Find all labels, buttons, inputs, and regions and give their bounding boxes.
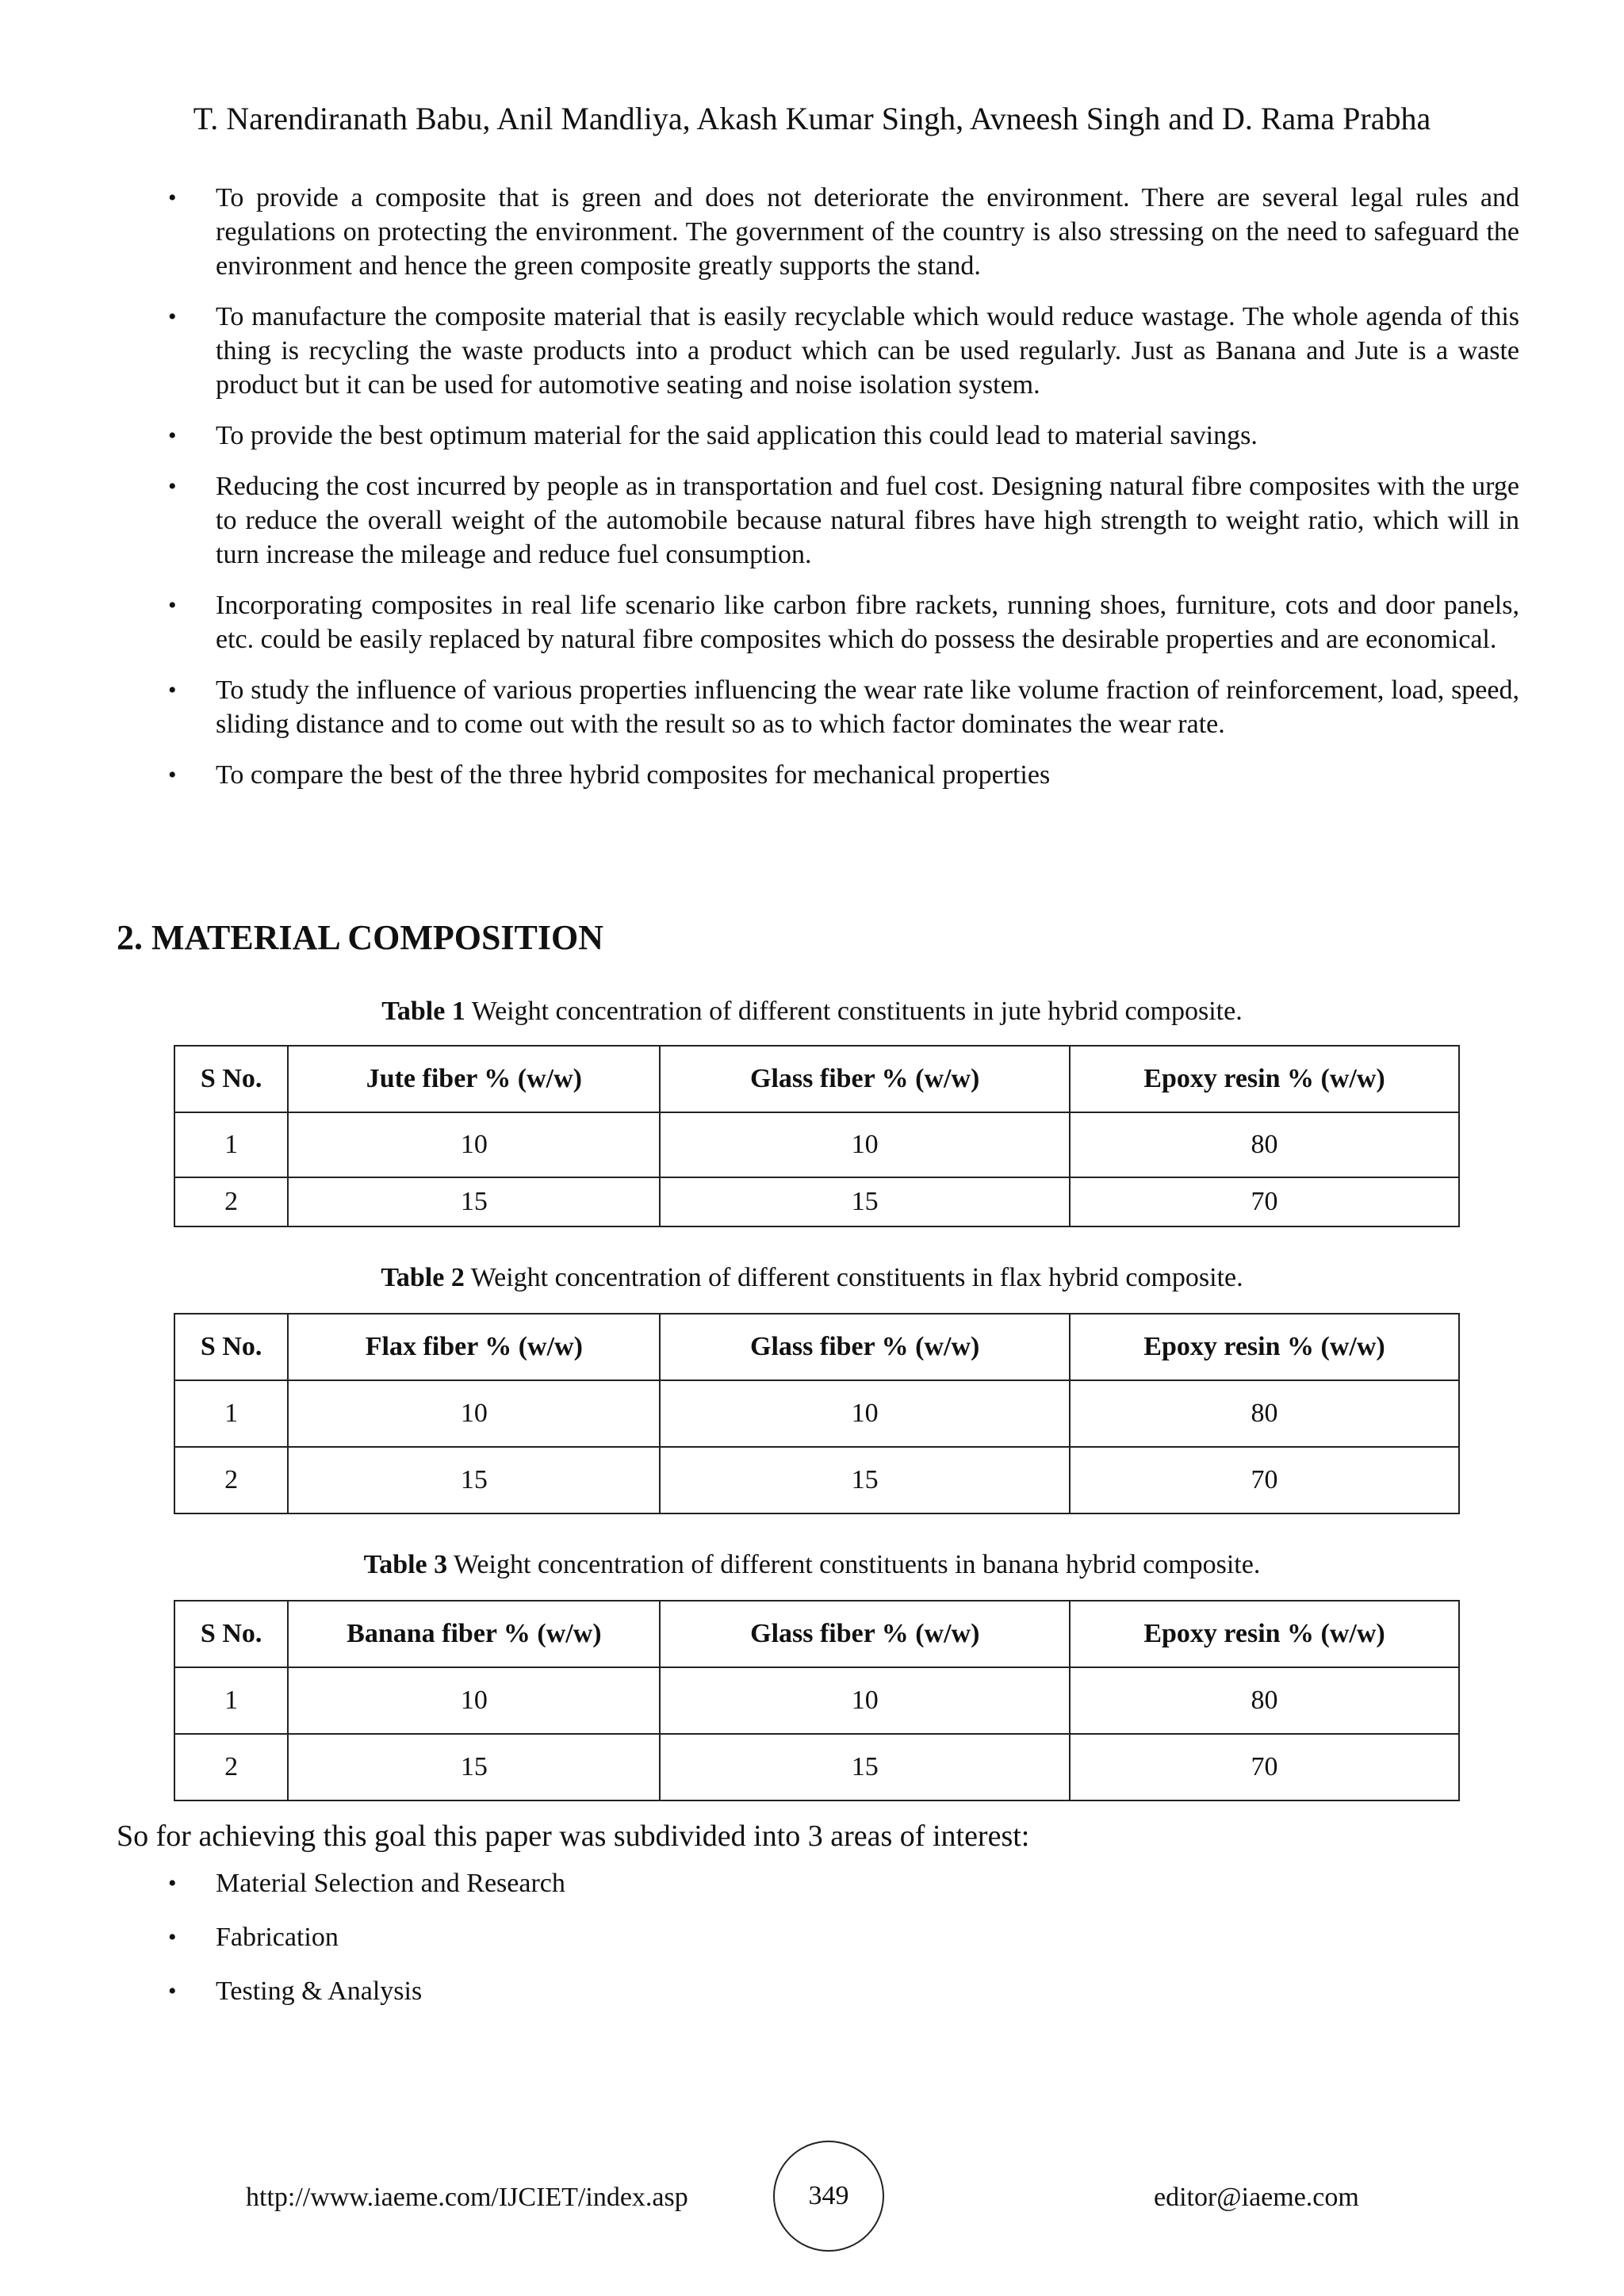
table-header-cell: Glass fiber % (w/w) [660,1046,1070,1112]
table-cell: 10 [660,1380,1070,1447]
table-header-row [174,1314,1459,1380]
table-cell: 70 [1070,1177,1459,1226]
table-cell: 10 [660,1112,1070,1177]
list-item-text: To manufacture the composite material that is easily recyclable which would reduce wastage. The whole agenda of this thing is recycling the waste products into a product which can be used regularly. Just as Banana and Jute is a waste product but it can be used for automotive seating and noise isolation system. [216,302,1519,400]
list-item [168,300,1519,402]
table-header-cell: S No. [174,1046,288,1112]
table-caption-text: Weight concentration of different constituents in flax hybrid composite. [464,1263,1243,1292]
list-item [168,1974,565,2008]
table-label: Table 3 [363,1550,448,1579]
list-item [168,181,1519,283]
table-header-cell: S No. [174,1314,288,1380]
table-header-cell: Epoxy resin % (w/w) [1070,1046,1459,1112]
table-row [174,1667,1459,1734]
list-item [168,1866,565,1900]
table-header-cell: Epoxy resin % (w/w) [1070,1314,1459,1380]
table-cell: 80 [1070,1667,1459,1734]
areas-list [168,1866,565,2028]
table-label: Table 2 [381,1263,465,1292]
list-item [168,673,1519,741]
table-1-caption [0,994,1624,1029]
table-2 [174,1313,1460,1514]
table-header-row [174,1601,1459,1667]
table-cell: 70 [1070,1734,1459,1800]
bullet-icon: • [168,1924,177,1950]
page-number: 349 [773,2141,884,2252]
table-cell: 1 [174,1667,288,1734]
running-head: T. Narendiranath Babu, Anil Mandliya, Akash Kumar Singh, Avneesh Singh and D. Rama Prabha [193,101,1431,136]
table-1 [174,1045,1460,1227]
table-header-cell: Flax fiber % (w/w) [288,1314,660,1380]
footer-email-link[interactable]: editor@iaeme.com [1154,2183,1359,2212]
bullet-icon: • [168,592,177,618]
table-cell: 15 [288,1447,660,1513]
bullet-icon: • [168,1870,177,1896]
section-heading: 2. MATERIAL COMPOSITION [117,918,604,957]
table-cell: 10 [288,1112,660,1177]
table-cell: 2 [174,1734,288,1800]
table-header-row [174,1046,1459,1112]
table-row [174,1447,1459,1513]
table-cell: 15 [288,1177,660,1226]
table-cell: 10 [660,1667,1070,1734]
list-item-text: Material Selection and Research [216,1869,565,1898]
list-item-text: Testing & Analysis [216,1976,423,2006]
table-caption-text: Weight concentration of different constituents in jute hybrid composite. [465,997,1243,1026]
table-cell: 1 [174,1380,288,1447]
list-item [168,1920,565,1954]
table-label: Table 1 [381,997,465,1026]
table-cell: 15 [288,1734,660,1800]
table-header-cell: S No. [174,1601,288,1667]
table-row [174,1380,1459,1447]
bullet-icon: • [168,473,177,499]
table-cell: 15 [660,1177,1070,1226]
list-item-text: To compare the best of the three hybrid composites for mechanical properties [216,760,1051,790]
table-cell: 10 [288,1380,660,1447]
bullet-icon: • [168,185,177,211]
table-header-cell: Banana fiber % (w/w) [288,1601,660,1667]
bullet-icon: • [168,677,177,703]
objectives-list [168,181,1519,809]
table-cell: 80 [1070,1380,1459,1447]
list-item-text: Reducing the cost incurred by people as in transportation and fuel cost. Designing natural fibre composites with the urge to reduce the overall weight of the automobile because natural fibres have high strength to weight ratio, which will in turn increase the mileage and reduce fuel consumption. [216,472,1519,569]
table-3-caption [0,1548,1624,1582]
bullet-icon: • [168,1978,177,2004]
table-header-cell: Glass fiber % (w/w) [660,1601,1070,1667]
table-cell: 80 [1070,1112,1459,1177]
list-item-text: Fabrication [216,1923,339,1952]
bullet-icon: • [168,423,177,449]
table-cell: 10 [288,1667,660,1734]
list-item [168,419,1519,453]
table-row [174,1112,1459,1177]
table-header-cell: Jute fiber % (w/w) [288,1046,660,1112]
bullet-icon: • [168,762,177,788]
table-cell: 70 [1070,1447,1459,1513]
table-header-cell: Glass fiber % (w/w) [660,1314,1070,1380]
table-2-caption [0,1261,1624,1295]
list-item-text: Incorporating composites in real life scenario like carbon fibre rackets, running shoes, furniture, cots and door panels, etc. could be easily replaced by natural fibre composites which do possess the desirable properties and are economical. [216,591,1519,654]
list-item-text: To study the influence of various properties influencing the wear rate like volume fraction of reinforcement, load, speed, sliding distance and to come out with the result so as to which factor dominates the wear rate. [216,675,1519,739]
table-header-cell: Epoxy resin % (w/w) [1070,1601,1459,1667]
list-item [168,588,1519,656]
list-item [168,469,1519,572]
table-cell: 15 [660,1734,1070,1800]
bullet-icon: • [168,304,177,330]
lead-paragraph: So for achieving this goal this paper was subdivided into 3 areas of interest: [117,1820,1030,1853]
table-cell: 1 [174,1112,288,1177]
table-cell: 15 [660,1447,1070,1513]
list-item-text: To provide a composite that is green and does not deteriorate the environment. There are several legal rules and regulations on protecting the environment. The government of the country is also stressing on the need to safeguard the environment and hence the green composite greatly supports the stand. [216,183,1519,281]
table-caption-text: Weight concentration of different constituents in banana hybrid composite. [447,1550,1261,1579]
table-cell: 2 [174,1177,288,1226]
list-item-text: To provide the best optimum material for the said application this could lead to material savings. [216,421,1258,450]
list-item [168,758,1519,792]
table-row [174,1734,1459,1800]
table-3 [174,1600,1460,1801]
table-cell: 2 [174,1447,288,1513]
table-row [174,1177,1459,1226]
footer-url-link[interactable]: http://www.iaeme.com/IJCIET/index.asp [246,2183,688,2212]
